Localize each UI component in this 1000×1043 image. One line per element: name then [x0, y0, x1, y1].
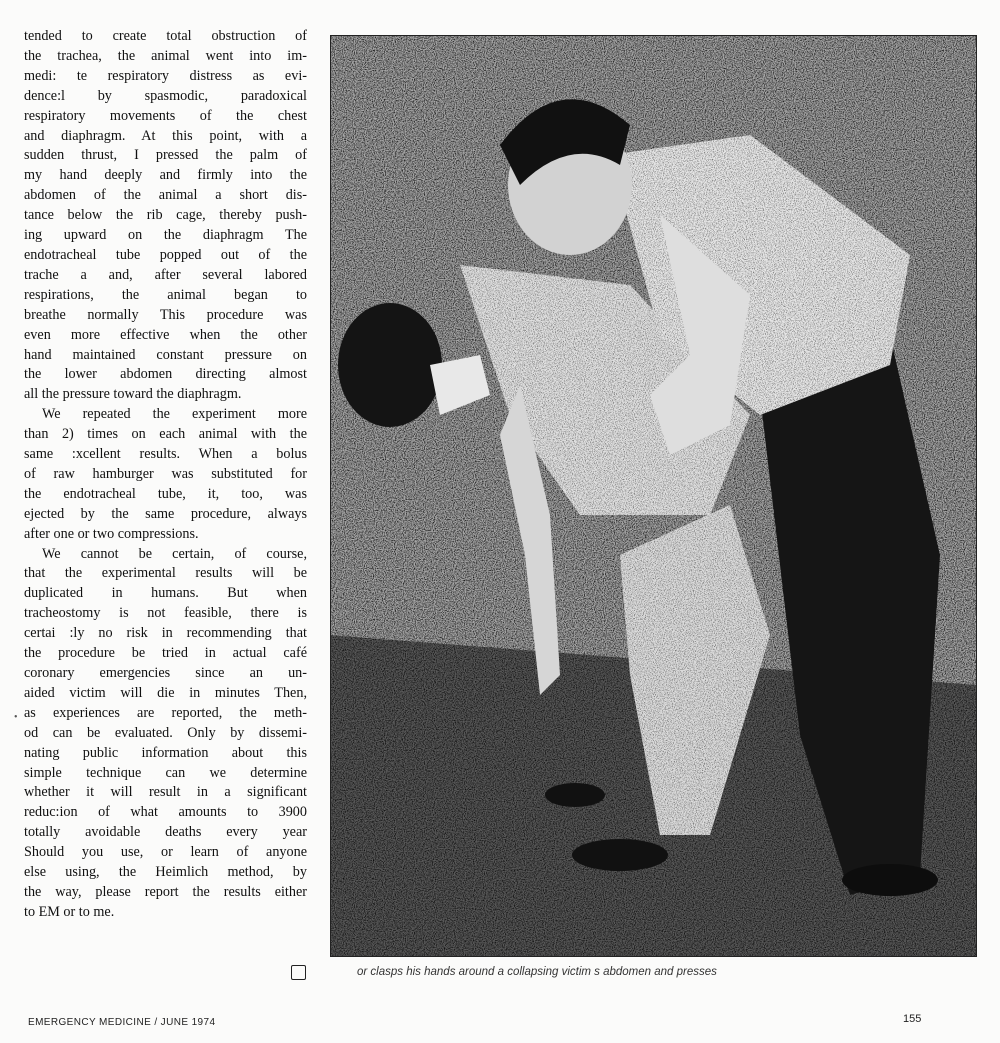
article-line: and diaphragm. At this point, with a	[24, 127, 307, 144]
article-line: endotracheal tube popped out of the	[24, 246, 307, 263]
end-of-article-mark	[291, 965, 306, 980]
article-line: than 2) times on each animal with the	[24, 426, 307, 443]
article-line: respiratory movements of the chest	[24, 107, 307, 124]
article-line: sudden thrust, I pressed the palm of	[24, 147, 307, 164]
article-line: abdomen of the animal a short dis-	[24, 187, 307, 204]
article-line: certai :ly no risk in recommending that	[24, 625, 307, 642]
article-paragraph-1	[24, 27, 307, 405]
article-line: that the experimental results will be	[24, 565, 307, 582]
article-line: the procedure be tried in actual café	[24, 645, 307, 662]
article-photograph	[330, 35, 977, 957]
article-line: We repeated the experiment more	[42, 406, 307, 423]
article-line: tended to create total obstruction of	[24, 28, 307, 44]
article-line: the way, please report the results either	[24, 883, 307, 900]
article-line: od can be evaluated. Only by dissemi-	[24, 724, 307, 741]
article-line: the lower abdomen directing almost	[24, 366, 307, 383]
article-line: hand maintained constant pressure on	[24, 346, 307, 363]
article-line: trache a and, after several labored	[24, 266, 307, 283]
article-line: breathe normally This procedure was	[24, 306, 307, 323]
article-line: ejected by the same procedure, always	[24, 505, 307, 522]
article-line: as experiences are reported, the meth-	[24, 704, 307, 721]
article-line: after one or two compressions.	[24, 525, 199, 542]
article-line: ing upward on the diaphragm The	[24, 227, 307, 244]
article-line: tance below the rib cage, thereby push-	[24, 207, 307, 224]
article-line: to EM or to me.	[24, 903, 115, 920]
article-line: the trachea, the animal went into im-	[24, 47, 307, 64]
article-line: duplicated in humans. But when	[24, 585, 307, 602]
article-line: even more effective when the other	[24, 326, 307, 343]
article-line: nating public information about this	[24, 744, 307, 761]
article-line: my hand deeply and firmly into the	[24, 167, 307, 184]
article-line: of raw hamburger was substituted for	[24, 465, 307, 482]
article-line: coronary emergencies since an un-	[24, 665, 307, 681]
article-line: simple technique can we determine	[24, 764, 307, 781]
article-line: tracheostomy is not feasible, there is	[24, 605, 307, 622]
journal-footer: EMERGENCY MEDICINE / JUNE 1974	[28, 1017, 216, 1028]
article-line: aided victim will die in minutes Then,	[24, 684, 307, 701]
article-line: the endotracheal tube, it, too, was	[24, 485, 307, 502]
margin-dot: •	[14, 712, 18, 723]
article-line: dence:l by spasmodic, paradoxical	[24, 87, 307, 104]
article-line: whether it will result in a significant	[24, 784, 307, 801]
article-paragraph-2	[24, 405, 307, 544]
article-line: same :xcellent results. When a bolus	[24, 446, 307, 463]
article-paragraph-3	[24, 545, 307, 923]
article-line: medi: te respiratory distress as evi-	[24, 67, 307, 84]
article-text-column	[24, 27, 307, 923]
article-line: Should you use, or learn of anyone	[24, 844, 307, 861]
page-number: 155	[903, 1013, 922, 1025]
photo-caption: or clasps his hands around a collapsing victim s abdomen and presses	[357, 966, 717, 978]
article-line: reduc:ion of what amounts to 3900	[24, 804, 307, 821]
article-line: totally avoidable deaths every year	[24, 824, 307, 841]
article-line: all the pressure toward the diaphragm.	[24, 386, 242, 403]
article-line: else using, the Heimlich method, by	[24, 864, 307, 881]
article-line: We cannot be certain, of course,	[42, 545, 307, 562]
article-line: respirations, the animal began to	[24, 286, 307, 303]
